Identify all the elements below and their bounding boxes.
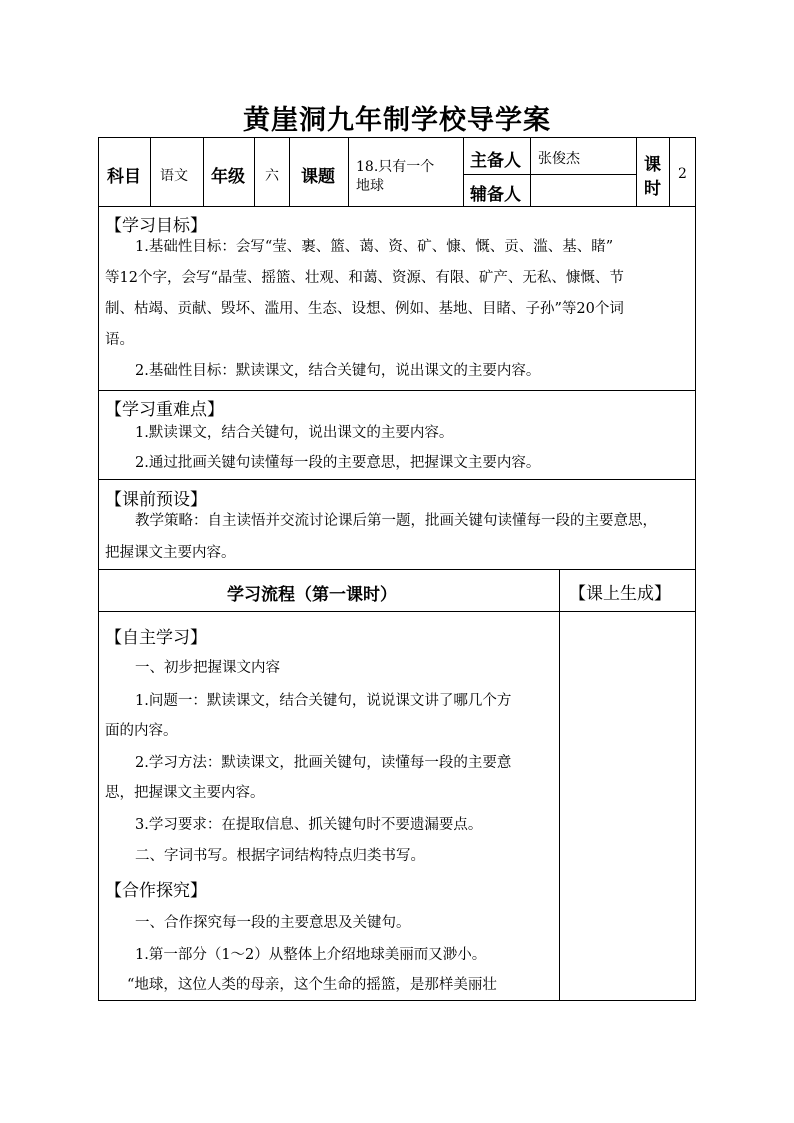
topic-label: 课题 bbox=[301, 167, 335, 187]
period-value: 2 bbox=[678, 166, 687, 182]
lead-prep-label: 主备人 bbox=[470, 151, 521, 171]
keypoints-line-1: 1.默读课文，结合关键句，说出课文的主要内容。 bbox=[135, 425, 454, 441]
col-divider-7 bbox=[530, 138, 531, 206]
grade-label: 年级 bbox=[211, 167, 245, 187]
goals-line-3: 制、枯竭、贡献、毁坏、滥用、生态、设想、例如、基地、目睹、子孙”等20个词 bbox=[105, 301, 624, 317]
period-label-top: 课 bbox=[644, 155, 661, 175]
goals-line-4: 语。 bbox=[105, 332, 134, 348]
subject-value: 语文 bbox=[160, 168, 188, 184]
self-study-line-3: 面的内容。 bbox=[105, 723, 178, 739]
goals-line-2: 等12个字，会写“晶莹、摇篮、壮观、和蔼、资源、有限、矿产、无私、慷慨、节 bbox=[105, 270, 624, 286]
row-divider-keypoints bbox=[99, 479, 695, 480]
goals-line-1: 1.基础性目标：会写“莹、裹、篮、蔼、资、矿、慷、慨、贡、滥、基、睹” bbox=[135, 239, 614, 255]
self-study-line-1: 一、初步把握课文内容 bbox=[135, 660, 280, 676]
lead-prep-value: 张俊杰 bbox=[538, 151, 580, 167]
row-divider-flow bbox=[99, 611, 695, 612]
assist-prep-label: 辅备人 bbox=[470, 185, 521, 205]
col-divider-8 bbox=[636, 138, 637, 206]
self-study-line-6: 3.学习要求：在提取信息、抓关键句时不要遗漏要点。 bbox=[135, 817, 483, 833]
col-divider-6 bbox=[463, 138, 464, 206]
preview-line-2: 把握课文主要内容。 bbox=[105, 545, 236, 561]
document-title: 黄崖洞九年制学校导学案 bbox=[243, 105, 551, 136]
flow-title: 学习流程（第一课时） bbox=[227, 585, 397, 605]
goals-heading: 【学习目标】 bbox=[105, 216, 207, 236]
row-divider-goals bbox=[99, 390, 695, 391]
row-divider-header bbox=[99, 206, 695, 207]
row-divider-preview bbox=[99, 569, 695, 570]
col-divider-3 bbox=[254, 138, 255, 206]
period-label-bottom: 时 bbox=[644, 179, 661, 199]
preview-line-1: 教学策略：自主读悟并交流讨论课后第一题，批画关键句读懂每一段的主要意思， bbox=[135, 513, 657, 529]
coop-line-2: 1.第一部分（1～2）从整体上介绍地球美丽而又渺小。 bbox=[135, 947, 487, 963]
coop-line-3: “地球，这位人类的母亲，这个生命的摇篮，是那样美丽壮 bbox=[127, 977, 497, 993]
self-study-line-4: 2.学习方法：默读课文，批画关键句，读懂每一段的主要意 bbox=[135, 755, 512, 771]
grade-value: 六 bbox=[265, 168, 279, 184]
row-divider-header-mid bbox=[463, 174, 636, 175]
topic-value-line2: 地球 bbox=[356, 178, 384, 194]
topic-value-line1: 18.只有一个 bbox=[356, 159, 435, 175]
col-divider-9 bbox=[669, 138, 670, 206]
col-divider-2 bbox=[203, 138, 204, 206]
self-study-heading: 【自主学习】 bbox=[105, 628, 207, 648]
self-study-line-2: 1.问题一：默读课文，结合关键句，说说课文讲了哪几个方 bbox=[135, 693, 512, 709]
preview-heading: 【课前预设】 bbox=[105, 490, 207, 510]
lesson-plan-table bbox=[98, 137, 696, 1001]
col-divider-flow bbox=[559, 569, 560, 1000]
col-divider-1 bbox=[150, 138, 151, 206]
col-divider-5 bbox=[348, 138, 349, 206]
coop-heading: 【合作探究】 bbox=[105, 881, 207, 901]
in-class-generation-title: 【课上生成】 bbox=[569, 584, 671, 604]
self-study-line-7: 二、字词书写。根据字词结构特点归类书写。 bbox=[135, 848, 425, 864]
coop-line-1: 一、合作探究每一段的主要意思及关键句。 bbox=[135, 915, 411, 931]
subject-label: 科目 bbox=[107, 167, 141, 187]
self-study-line-5: 思，把握课文主要内容。 bbox=[105, 785, 265, 801]
goals-line-5: 2.基础性目标：默读课文，结合关键句，说出课文的主要内容。 bbox=[135, 363, 541, 379]
col-divider-4 bbox=[289, 138, 290, 206]
keypoints-heading: 【学习重难点】 bbox=[105, 400, 224, 420]
keypoints-line-2: 2.通过批画关键句读懂每一段的主要意思，把握课文主要内容。 bbox=[135, 455, 541, 471]
